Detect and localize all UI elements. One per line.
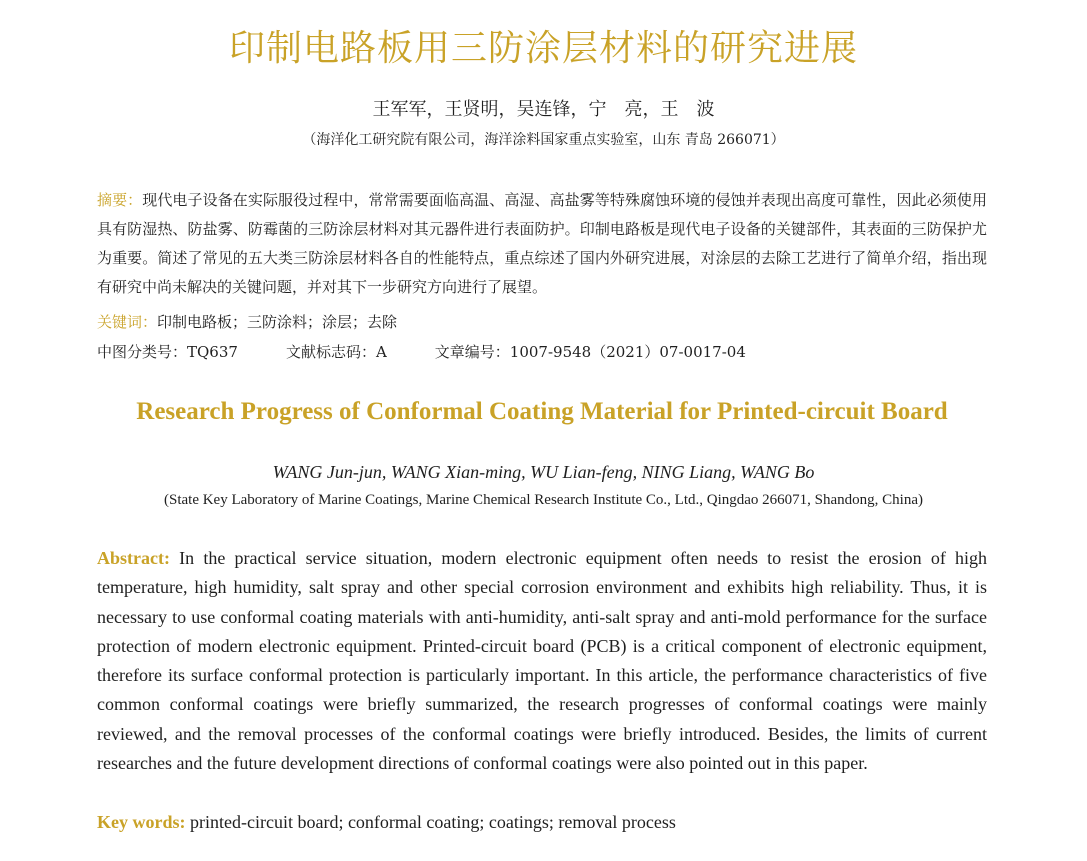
chinese-abstract-text: 现代电子设备在实际服役过程中，常常需要面临高温、高湿、高盐雾等特殊腐蚀环境的侵蚀并表现出高度可靠性，因此必须使用具有防湿热、防盐雾、防霉菌的三防涂层材料对其元器件进行表面防护。印制电路板是现代电子设备的关键部件，其表面的三防保护尤为重要。简述了常见的五大类三防涂层材料各自的性能特点，重点综述了国内外研究进展，对涂层的去除工艺进行了简单介绍，指出现有研究中尚未解决的关键问题，并对其下一步研究方向进行了展望。 (97, 191, 987, 296)
chinese-affiliation: （海洋化工研究院有限公司，海洋涂料国家重点实验室，山东 青岛 266071） (302, 132, 785, 148)
english-authors: WANG Jun-jun, WANG Xian-ming, WU Lian-feng, NING Liang, WANG Bo (272, 462, 815, 482)
english-affiliation: (State Key Laboratory of Marine Coatings, Marine Chemical Research Institute Co., Ltd., Qingdao 266071, Shandong, China) (163, 492, 923, 508)
english-keywords (97, 808, 987, 837)
chinese-keywords (97, 308, 987, 337)
chinese-authors: 王军军，王贤明，吴连锋，宁 亮，王 波 (372, 99, 715, 120)
english-keywords-text: printed-circuit board; conformal coating; coatings; removal process (185, 812, 676, 832)
chinese-keywords-label: 关键词： (97, 313, 158, 331)
article-number: 文章编号：1007-9548（2021）07-0017-04 (434, 343, 746, 361)
chinese-title: 印制电路板用三防涂层材料的研究进展 (228, 28, 858, 69)
classification-number: 中图分类号：TQ637 (97, 343, 238, 361)
chinese-abstract-label: 摘要： (97, 191, 143, 209)
english-abstract-label: Abstract: (97, 548, 170, 568)
chinese-keywords-text: 印制电路板；三防涂料；涂层；去除 (157, 313, 398, 331)
document-code: 文献标志码：A (285, 343, 387, 361)
english-keywords-label: Key words: (97, 812, 186, 832)
english-abstract (97, 544, 987, 778)
english-abstract-text: In the practical service situation, modern electronic equipment often needs to resist the erosion of high temperature, high humidity, salt spray and other special corrosion environment and exhibits high reliability. Thus, it is necessary to use conformal coating materials with anti-humidity, anti-salt spray and anti-mold performance for the surface protection of modern electronic equipment. Printed-circuit board (PCB) is a critical component of electronic equipment, therefore its surface conformal protection is particularly important. In this article, the performance characteristics of five common conformal coatings were briefly summarized, the research progresses of conformal coatings were mainly reviewed, and the removal processes of the conformal coatings were briefly introduced. Besides, the limits of current researches and the future development directions of conformal coatings were also pointed out in this paper. (97, 548, 987, 774)
english-title: Research Progress of Conformal Coating Material for Printed-circuit Board (136, 398, 948, 425)
chinese-abstract (97, 186, 987, 302)
chinese-classification-line (97, 338, 987, 367)
